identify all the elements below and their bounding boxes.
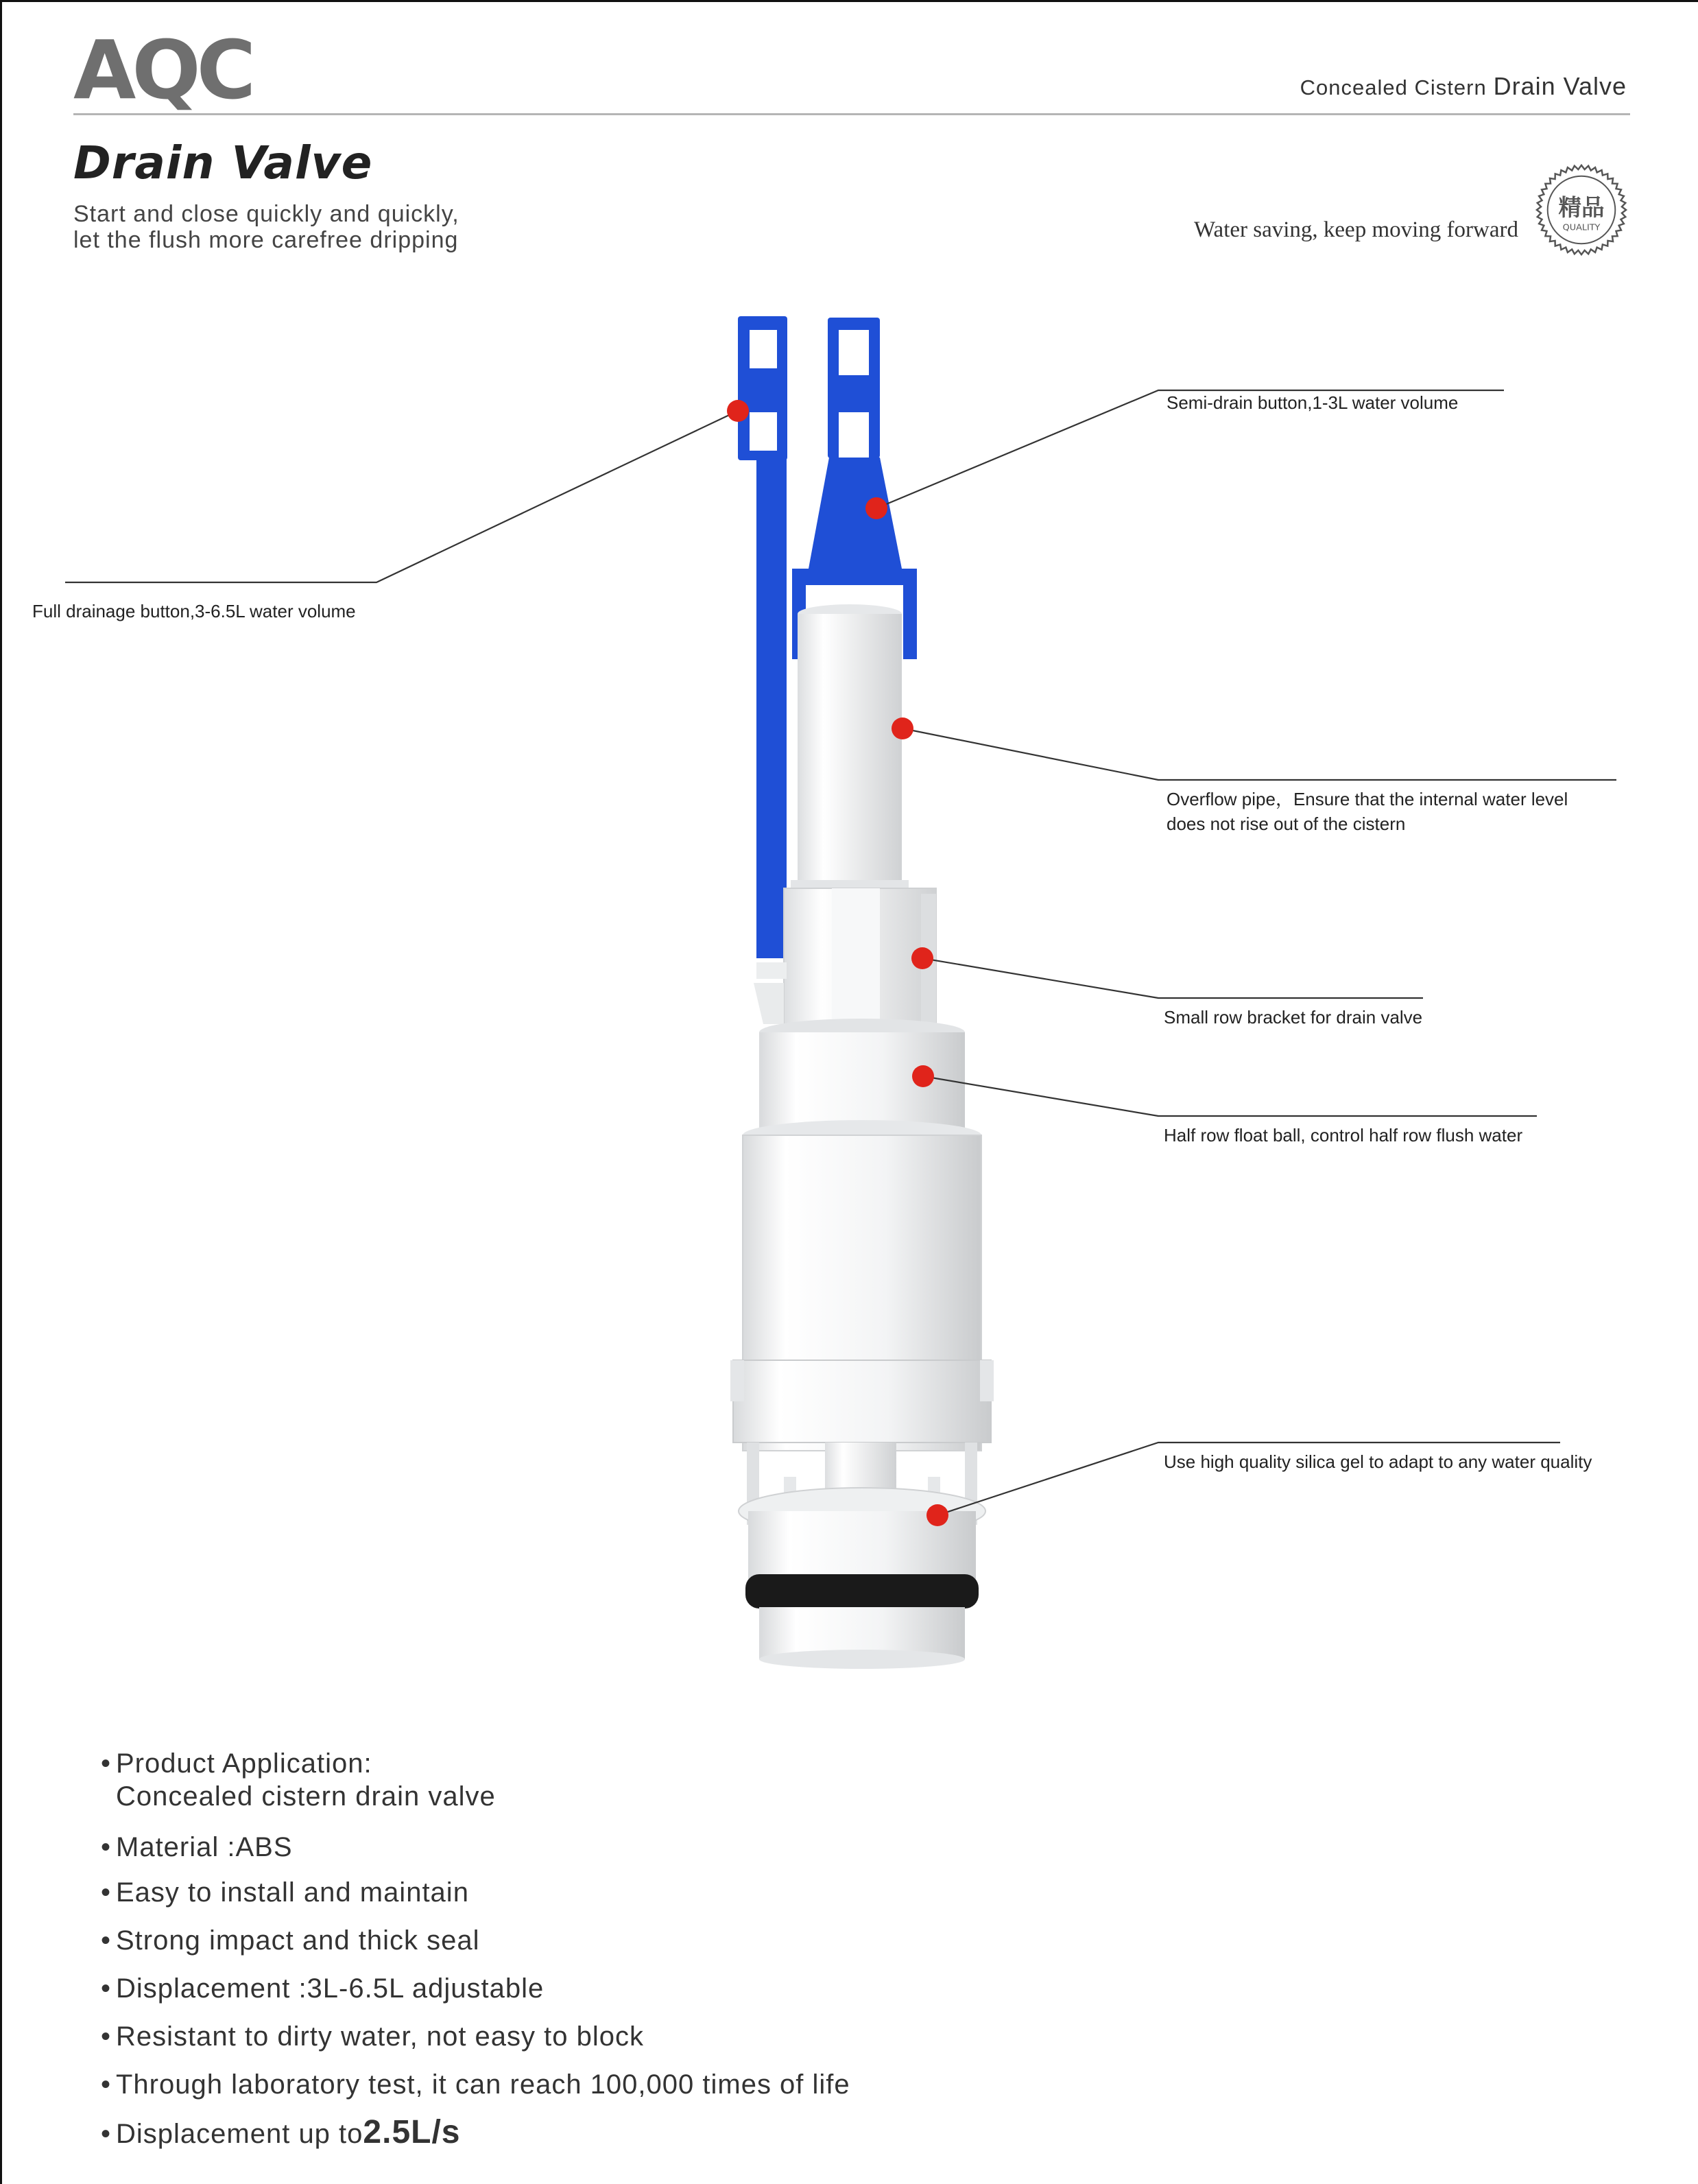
bullet-dot: • [101, 1877, 112, 1908]
bullet-dot: • [101, 1748, 112, 1779]
feature-lab-test [101, 2069, 850, 2100]
bullet-dot: • [101, 1832, 112, 1862]
callout-overflow-line-2: does not rise out of the cistern [1167, 814, 1406, 834]
marker-silica-seal [926, 1504, 948, 1526]
marker-semi-drain [865, 497, 887, 519]
bullet-dot: • [101, 1973, 112, 2004]
feature-resistant [101, 2021, 644, 2052]
tagline-line-2: let the flush more carefree dripping [73, 227, 459, 253]
feature-material-text: Material :ABS [116, 1832, 293, 1862]
feature-application-value: Concealed cistern drain valve [116, 1781, 496, 1812]
bullet-dot: • [101, 2021, 112, 2052]
brand-logo: AQC [73, 23, 252, 117]
callout-full-drain: Full drainage button,3-6.5L water volume [32, 601, 356, 621]
bullet-dot: • [101, 2119, 112, 2149]
feature-flow-prefix: Displacement up to [116, 2119, 363, 2149]
feature-flow-value: 2.5L/s [363, 2114, 461, 2150]
callout-silica-seal: Use high quality silica gel to adapt to any water quality [1164, 1451, 1592, 1472]
section-header-product: Drain Valve [1493, 72, 1627, 100]
marker-bracket [911, 947, 933, 969]
tagline-line-1: Start and close quickly and quickly, [73, 201, 459, 227]
feature-application [101, 1748, 372, 1779]
seal-top-text: 精品 [1558, 193, 1605, 221]
feature-material [101, 1832, 293, 1863]
marker-overflow-pipe [892, 717, 913, 739]
callout-bracket: Small row bracket for drain valve [1164, 1007, 1423, 1028]
bullet-dot: • [101, 1925, 112, 1956]
feature-displacement [101, 1973, 544, 2004]
feature-install-text: Easy to install and maintain [116, 1877, 469, 1908]
feature-impact-text: Strong impact and thick seal [116, 1925, 480, 1956]
valve-body [730, 1120, 994, 1451]
feature-displacement-text: Displacement :3L-6.5L adjustable [116, 1973, 545, 2004]
feature-resistant-text: Resistant to dirty water, not easy to block [116, 2021, 645, 2052]
feature-flow [101, 2113, 460, 2151]
section-header-category: Concealed Cistern [1300, 75, 1487, 99]
callout-float-ball: Half row float ball, control half row flush water [1164, 1125, 1523, 1146]
overflow-pipe [791, 604, 909, 895]
feature-impact [101, 1925, 479, 1956]
callout-semi-drain: Semi-drain button,1-3L water volume [1167, 392, 1459, 413]
feature-application-label: Product Application: [116, 1748, 372, 1779]
marker-full-drain [727, 400, 749, 422]
bullet-dot: • [101, 2069, 112, 2100]
slogan: Water saving, keep moving forward [1194, 217, 1518, 242]
feature-install [101, 1877, 469, 1908]
marker-float-ball [912, 1065, 934, 1087]
callout-overflow-line-1: Overflow pipe，Ensure that the internal water level [1167, 789, 1568, 809]
silica-seal [739, 1488, 985, 1669]
seal-bottom-text: QUALITY [1562, 222, 1601, 233]
feature-lab-test-text: Through laboratory test, it can reach 100,000 times of life [116, 2069, 850, 2100]
page-title: Drain Valve [73, 136, 373, 189]
